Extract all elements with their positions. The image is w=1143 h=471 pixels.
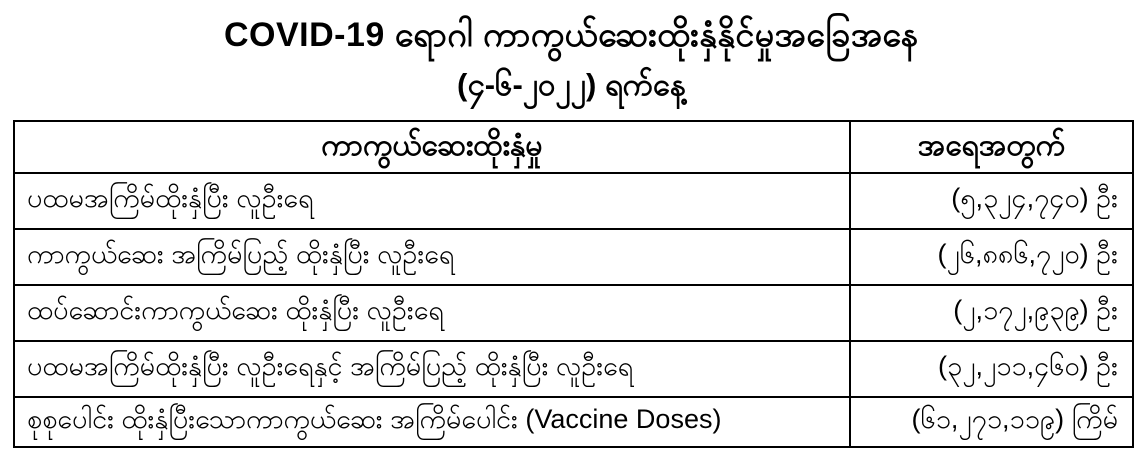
table-row-booster-dose [14,285,1133,341]
row-label-booster-dose: ထပ်ဆောင်းကာကွယ်ဆေး ထိုးနှံပြီး လူဦးရေ [14,285,850,341]
row-value-booster-dose: (၂,၁၇၂,၉၃၉) ဦး [850,285,1133,341]
row-value-first-dose: (၅,၃၂၄,၇၄၀) ဦး [850,173,1133,229]
row-value-fully-vaccinated: (၂၆,၈၈၆,၇၂၀) ဦး [850,229,1133,285]
row-label-fully-vaccinated: ကာကွယ်ဆေး အကြိမ်ပြည့် ထိုးနှံပြီး လူဦးရေ [14,229,850,285]
column-header-vaccination: ကာကွယ်ဆေးထိုးနှံမှု [14,121,850,173]
column-header-count: အရေအတွက် [850,121,1133,173]
row-value-total-doses: (၆၁,၂၇၁,၁၁၉) ကြိမ် [850,397,1133,447]
row-value-first-plus-full: (၃၂,၂၁၁,၄၆၀) ဦး [850,341,1133,397]
table-header-row [14,121,1133,173]
table-row-first-plus-full [14,341,1133,397]
table-row-total-doses [14,397,1133,447]
title-block [0,0,1143,110]
row-label-total-doses: စုစုပေါင်း ထိုးနှံပြီးသောကာကွယ်ဆေး အကြိမ်ပေါင်း (Vaccine Doses) [14,397,850,447]
vaccination-table [13,120,1134,448]
row-label-first-plus-full: ပထမအကြိမ်ထိုးနှံပြီး လူဦးရေနှင့် အကြိမ်ပြည့် ထိုးနှံပြီး လူဦးရေ [14,341,850,397]
row-label-first-dose: ပထမအကြိမ်ထိုးနှံပြီး လူဦးရေ [14,173,850,229]
page-date-subtitle: (၄-၆-၂၀၂၂) ရက်နေ့ [457,67,686,102]
table-row-fully-vaccinated [14,229,1133,285]
table-row-first-dose [14,173,1133,229]
page-title: COVID-19 ရောဂါ ကာကွယ်ဆေးထိုးနှံနိုင်မှုအခြေအနေ [224,16,919,54]
